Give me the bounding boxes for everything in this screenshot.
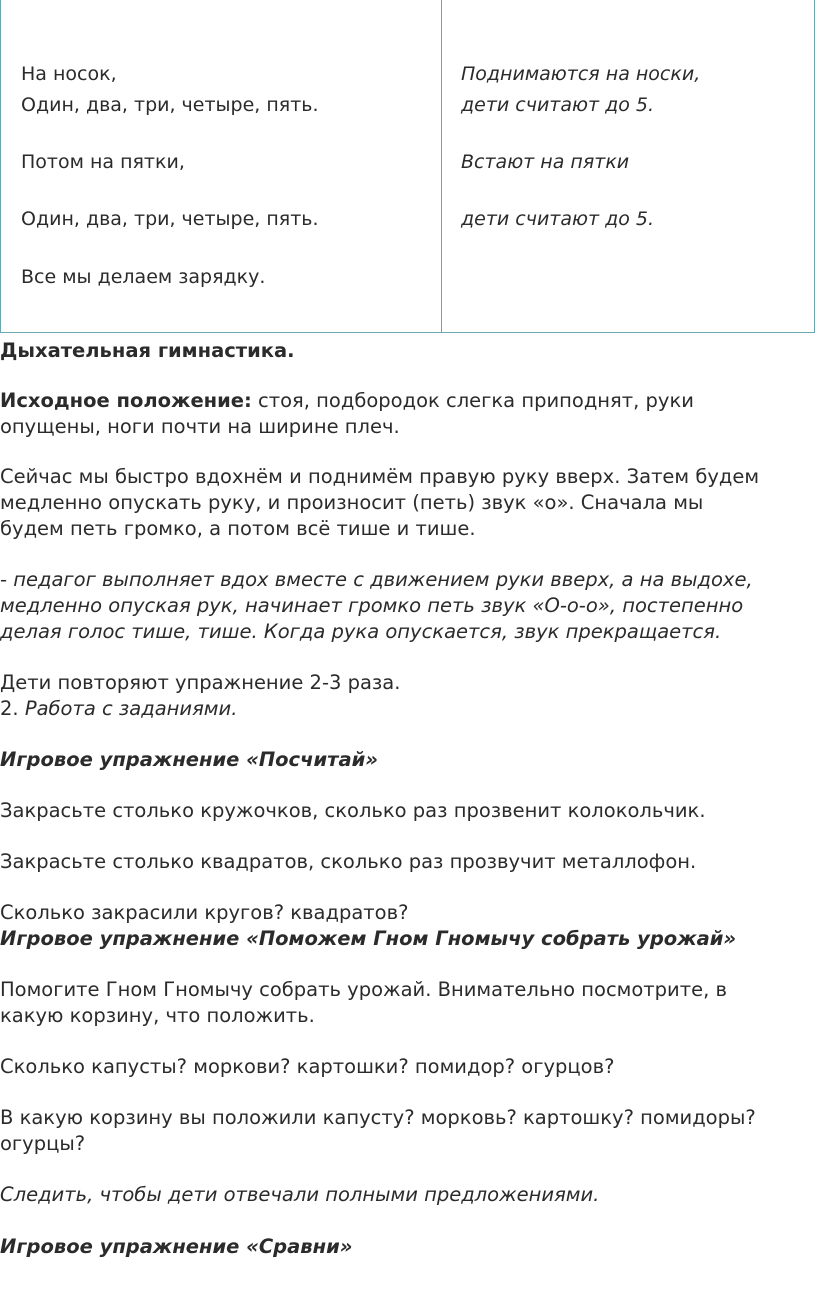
teacher-note-line [0, 567, 753, 593]
exercise-line: огурцы? [0, 1132, 86, 1155]
start-position-line [0, 388, 694, 414]
instruction-line: Сейчас мы быстро вдохнём и поднимём правую руку вверх. Затем будем [0, 465, 760, 488]
exercise-line: Сколько закрасили кругов? квадратов? [0, 901, 409, 924]
start-position-text: стоя, подбородок слегка приподнят, руки [251, 389, 694, 412]
task-line [0, 696, 237, 722]
start-position-text: опущены, ноги почти на ширине плеч. [0, 415, 400, 438]
start-position-label: Исходное положение: [0, 389, 252, 412]
task-label: Работа с заданиями. [24, 697, 238, 720]
exercise-line: В какую корзину вы положили капусту? морковь? картошку? помидоры? [0, 1106, 756, 1129]
exercise-title: Игровое упражнение «Сравни» [0, 1235, 353, 1258]
action-line: Поднимаются на носки, [461, 63, 701, 85]
rhyme-line: На носок, [21, 63, 117, 85]
task-number: 2. [0, 697, 25, 720]
teacher-note-text: медленно опуская рук, начинает громко петь звук «О-о-о», постепенно [0, 594, 744, 617]
instruction-line: медленно опускать руку, и произносит (петь) звук «о». Сначала мы [0, 491, 704, 514]
table-divider [441, 0, 442, 333]
action-line: Встают на пятки [461, 151, 630, 173]
exercise-line: Сколько капусты? моркови? картошки? помидор? огурцов? [0, 1055, 615, 1078]
rhyme-line: Потом на пятки, [21, 151, 185, 173]
action-line: дети считают до 5. [461, 208, 655, 230]
exercise-line: Закрасьте столько кружочков, сколько раз прозвенит колокольчик. [0, 799, 706, 822]
exercise-line: Помогите Гном Гномычу собрать урожай. Внимательно посмотрите, в [0, 978, 727, 1001]
teacher-dash: - [0, 568, 14, 591]
rhyme-line: Все мы делаем зарядку. [21, 266, 266, 288]
rhyme-table [0, 0, 815, 333]
exercise-title: Игровое упражнение «Посчитай» [0, 748, 378, 771]
instruction-line: будем петь громко, а потом всё тише и тише. [0, 517, 476, 540]
exercise-note: Следить, чтобы дети отвечали полными предложениями. [0, 1183, 600, 1206]
rhyme-line: Один, два, три, четыре, пять. [21, 94, 319, 116]
exercise-line: Закрасьте столько квадратов, сколько раз прозвучит металлофон. [0, 850, 697, 873]
teacher-note-text: педагог выполняет вдох вместе с движением руки вверх, а на выдохе, [13, 568, 753, 591]
repeat-line: Дети повторяют упражнение 2-3 раза. [0, 671, 401, 694]
action-line: дети считают до 5. [461, 94, 655, 116]
breathing-heading: Дыхательная гимнастика. [0, 339, 295, 362]
exercise-title: Игровое упражнение «Поможем Гном Гномычу собрать урожай» [0, 927, 737, 950]
rhyme-line: Один, два, три, четыре, пять. [21, 208, 319, 230]
teacher-note-text: делая голос тише, тише. Когда рука опускается, звук прекращается. [0, 620, 722, 643]
exercise-line: какую корзину, что положить. [0, 1004, 315, 1027]
